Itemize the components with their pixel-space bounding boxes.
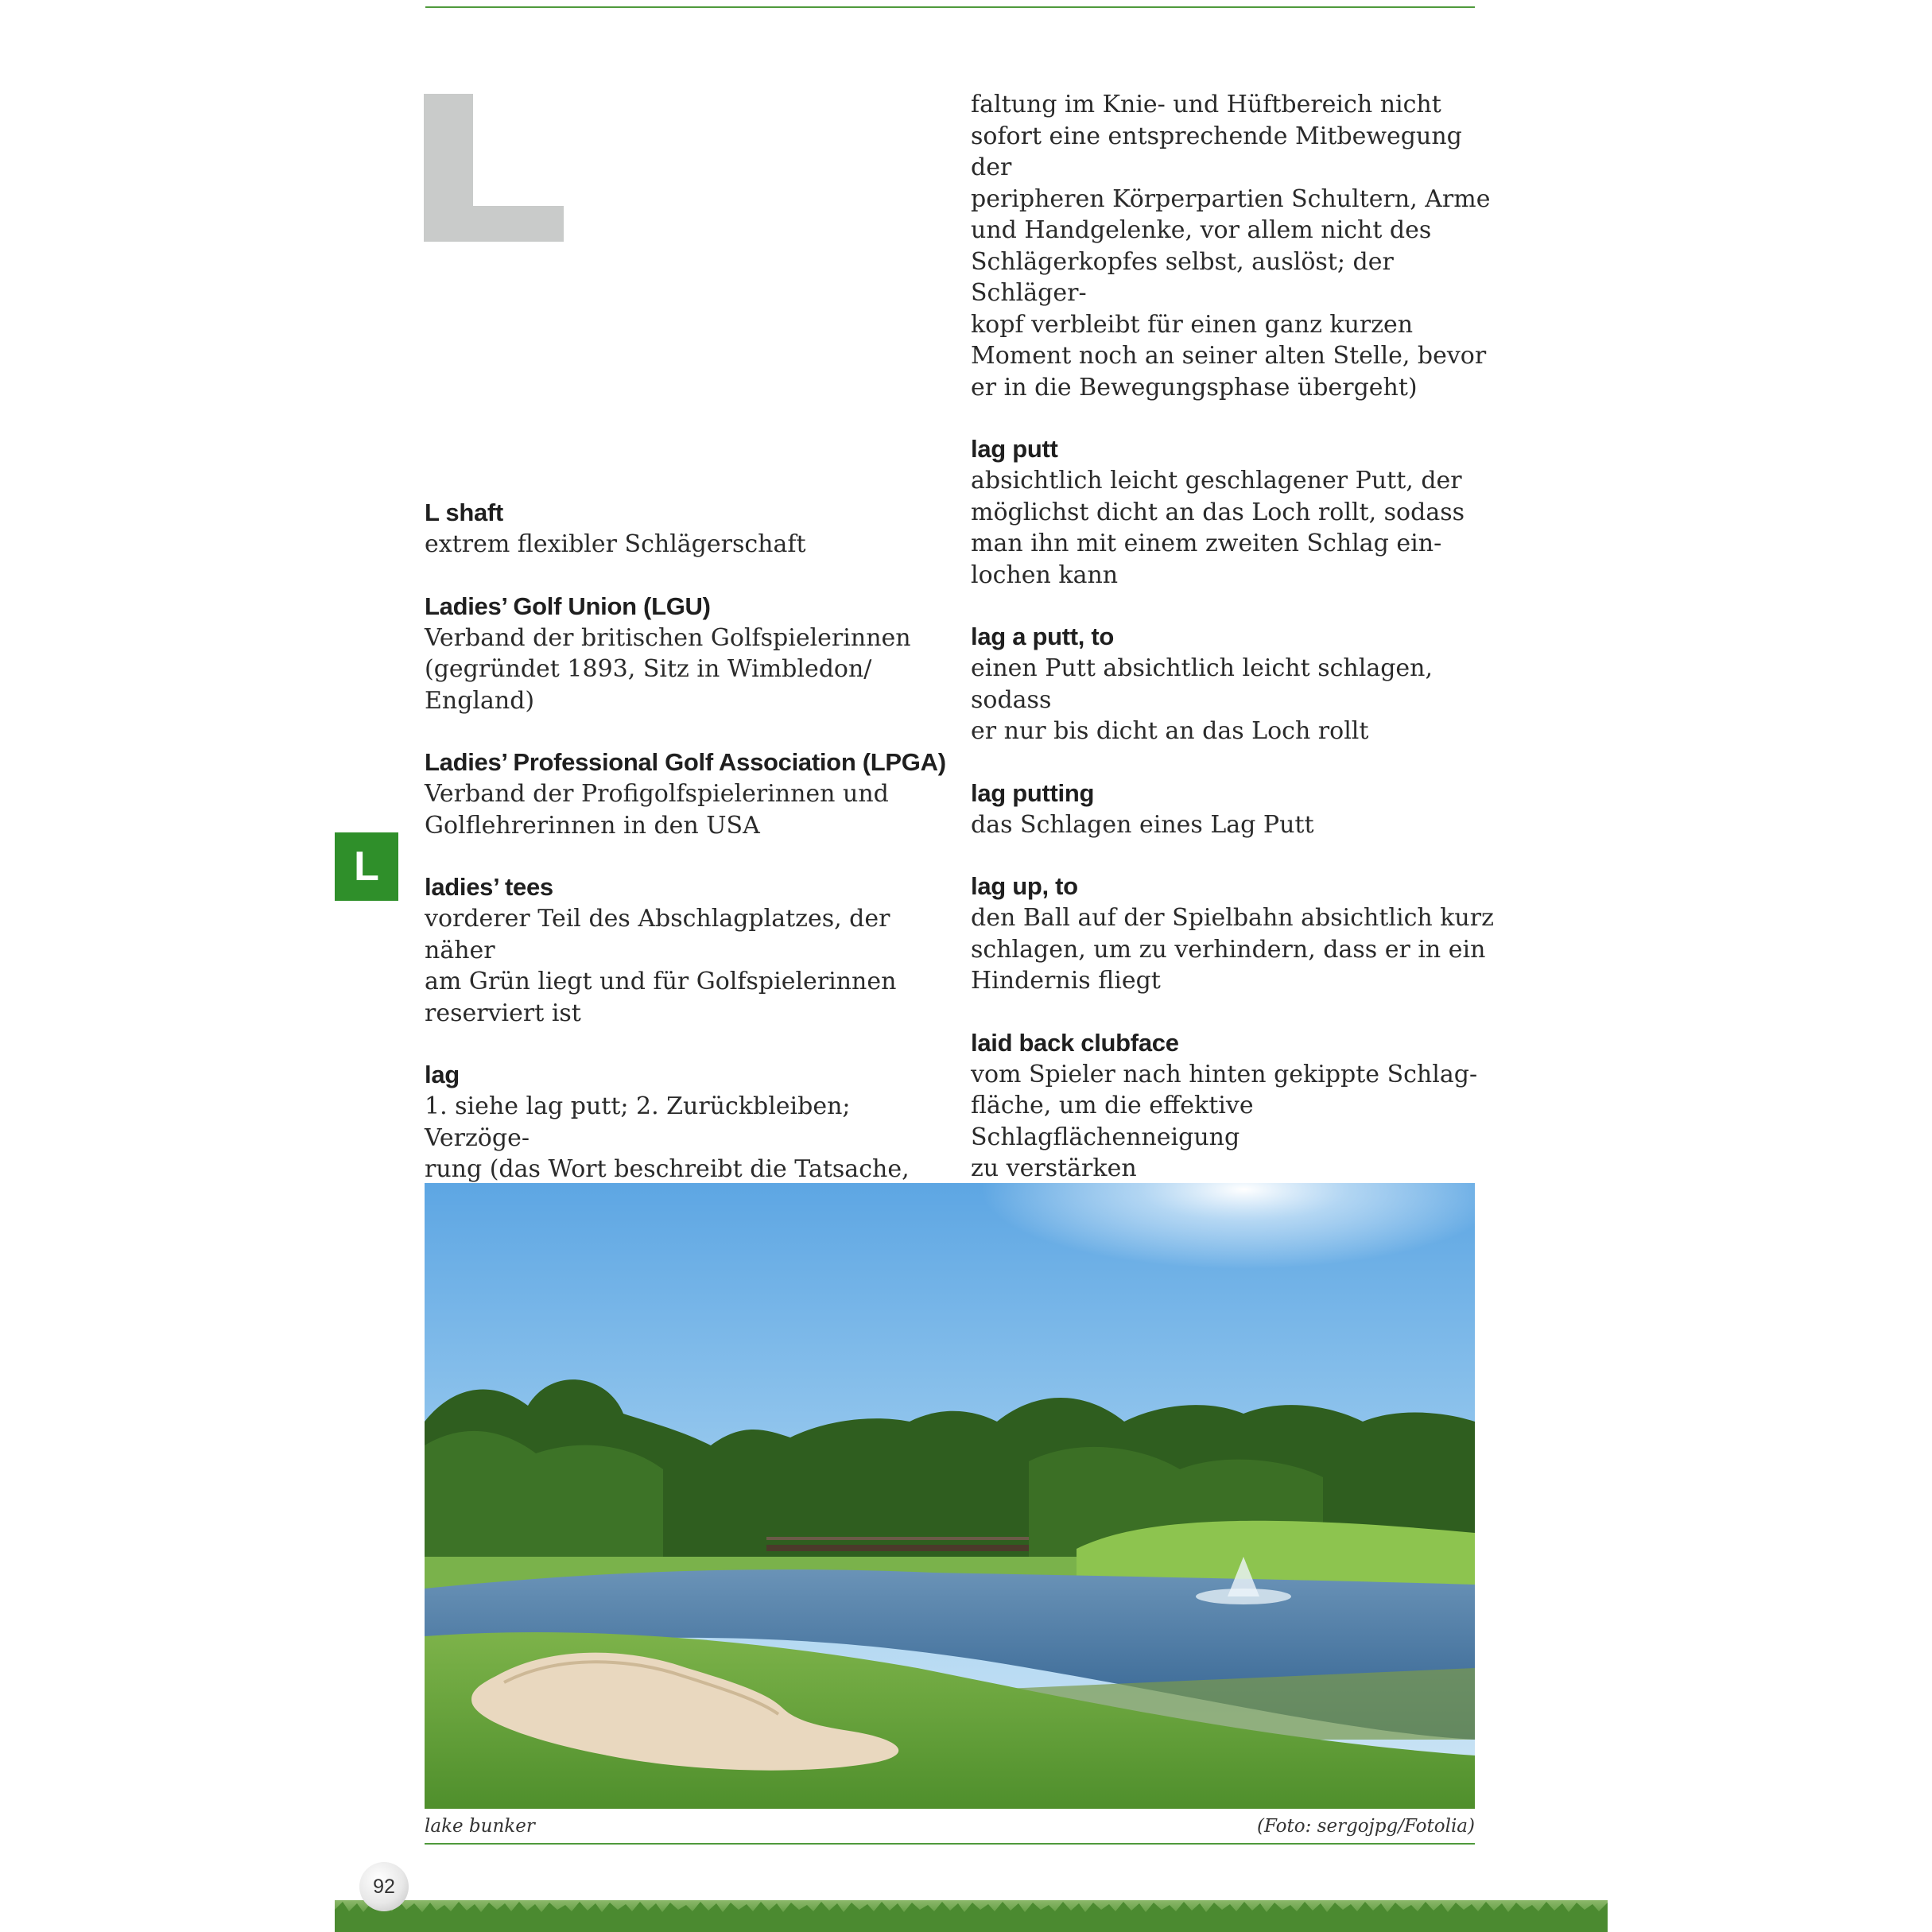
entry-term: lag (425, 1061, 460, 1088)
entry-definition: den Ball auf der Spielbahn absichtlich kurz schlagen, um zu verhindern, dass er in ein Hindernis fliegt (971, 904, 1494, 995)
top-rule (425, 6, 1475, 8)
left-column (425, 497, 949, 1278)
section-tab: L (335, 832, 398, 901)
entry-term: ladies’ tees (425, 873, 553, 901)
entry-lag-continuation: faltung im Knie- und Hüftbereich nicht sofort eine entsprechende Mitbewegung der peripheren Körperpartien Schultern, Arme und Handgelenke, vor allem nicht des Schlägerkopfes selbst, auslöst; der Schläger- kopf verbleibt für einen ganz kurzen Moment noch an seiner alten Stelle, bevor er in die Bewegungsphase übergeht) (971, 91, 1491, 402)
entry-lag-up (971, 871, 1496, 997)
landscape-illustration (425, 1183, 1475, 1809)
entry-term: lag a putt, to (971, 623, 1115, 650)
page-number-golf-ball: 92 (359, 1862, 409, 1911)
entry-definition: das Schlagen eines Lag Putt (971, 810, 1314, 839)
entry-laid-back-clubface (971, 1027, 1496, 1185)
entry-lpga (425, 747, 949, 841)
section-letter-graphic (424, 94, 564, 242)
grass-footer (335, 1900, 1608, 1932)
grass-blades-decoration (335, 1900, 1608, 1932)
photo-caption: lake bunker (425, 1816, 535, 1837)
entry-term: lag putt (971, 435, 1058, 463)
right-column (971, 89, 1496, 1340)
entry-term: Ladies’ Professional Golf Association (LPGA) (425, 748, 946, 776)
entry-term: Ladies’ Golf Union (LGU) (425, 592, 711, 620)
photo-credit: (Foto: sergojpg/Fotolia) (1256, 1816, 1475, 1837)
entry-definition: Verband der Profigolfspielerinnen und Golflehrerinnen in den USA (425, 780, 889, 840)
entry-definition: 1. siehe lag putt; 2. Zurückbleiben; Verzöge- rung (das Wort beschreibt die Tatsache, (425, 1092, 910, 1183)
entry-definition: Verband der britischen Golfspielerinnen (gegründet 1893, Sitz in Wimbledon/ England) (425, 623, 911, 715)
entry-term: lag putting (971, 778, 1095, 807)
entry-ladies-golf-union (425, 591, 949, 717)
entry-term: L shaft (425, 499, 503, 526)
entry-definition: vorderer Teil des Abschlagplatzes, der näher am Grün liegt und für Golfspielerinnen reserviert ist (425, 905, 897, 1027)
entry-definition: extrem flexibler Schlägerschaft (425, 530, 806, 558)
golf-course-photo (425, 1183, 1475, 1809)
entry-term: laid back clubface (971, 1028, 1179, 1057)
entry-l-shaft (425, 497, 949, 561)
bottom-rule (425, 1843, 1475, 1845)
entry-lag-putt (971, 433, 1496, 591)
entry-ladies-tees (425, 871, 949, 1029)
entry-definition: absichtlich leicht geschlagener Putt, der möglichst dicht an das Loch rollt, sodass man ihn mit einem zweiten Schlag ein- lochen kann (971, 467, 1465, 589)
entry-definition: einen Putt absichtlich leicht schlagen, sodass er nur bis dicht an das Loch rollt (971, 654, 1433, 745)
entry-lag-putting (971, 778, 1496, 841)
entry-term: lag up, to (971, 872, 1078, 900)
entry-lag-a-putt (971, 621, 1496, 747)
entry-definition: vom Spieler nach hinten gekippte Schlag- fläche, um die effektive Schlagflächenneigung zu verstärken (971, 1060, 1478, 1182)
